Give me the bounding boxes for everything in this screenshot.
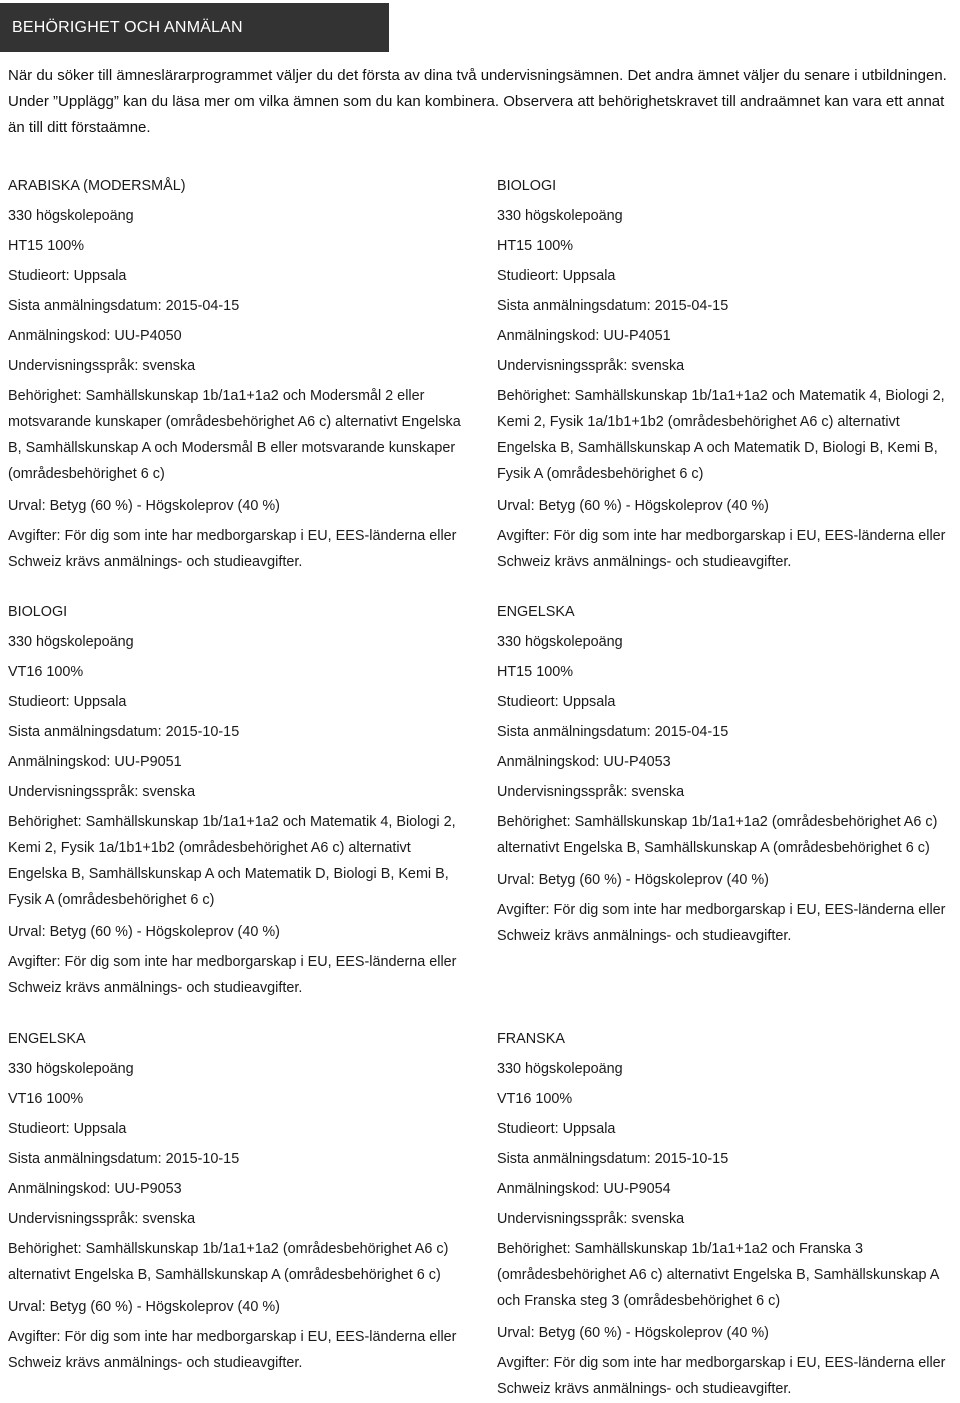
program-subject: ARABISKA (MODERSMÅL) [8,178,186,194]
program-term: HT15 100% [8,238,84,254]
program-language: Undervisningsspråk: svenska [497,784,685,800]
program-language: Undervisningsspråk: svenska [8,1211,196,1227]
program-eligibility: Behörighet: Samhällskunskap 1b/1a1+1a2 och Franska 3 (områdesbehörighet A6 c) alternativt Engelska B, Samhällskunskap A och Franska steg 3 (områdesbehörighet 6 c) [497,1241,939,1309]
program-credits: 330 högskolepoäng [497,1061,623,1077]
program-code: Anmälningskod: UU-P4051 [497,328,671,344]
program-card-biologi-vt16 [8,597,468,1001]
program-card-arabiska-ht15 [8,171,468,575]
program-fees: Avgifter: För dig som inte har medborgarskap i EU, EES-länderna eller Schweiz krävs anmälnings- och studieavgifter. [8,528,457,570]
program-selection: Urval: Betyg (60 %) - Högskoleprov (40 %) [497,872,769,888]
section-header [0,3,389,52]
program-deadline: Sista anmälningsdatum: 2015-04-15 [8,298,240,314]
program-fees: Avgifter: För dig som inte har medborgarskap i EU, EES-länderna eller Schweiz krävs anmälnings- och studieavgifter. [8,954,457,996]
program-term: HT15 100% [497,664,573,680]
program-deadline: Sista anmälningsdatum: 2015-04-15 [497,724,729,740]
program-language: Undervisningsspråk: svenska [497,1211,685,1227]
program-term: VT16 100% [8,1091,84,1107]
program-language: Undervisningsspråk: svenska [497,358,685,374]
program-location: Studieort: Uppsala [497,268,616,284]
program-credits: 330 högskolepoäng [8,634,134,650]
intro-paragraph: När du söker till ämneslärarprogrammet väljer du det första av dina två undervisningsämnen. Det andra ämnet väljer du senare i utbildningen. Under ”Upplägg” kan du läsa mer om vilka ämnen som du kan kombinera. Observera att behörighetskravet till andraämnet kan vara ett annat än till ditt förstaämne. [8,67,947,136]
program-credits: 330 högskolepoäng [8,208,134,224]
program-code: Anmälningskod: UU-P4050 [8,328,182,344]
program-location: Studieort: Uppsala [497,694,616,710]
program-selection: Urval: Betyg (60 %) - Högskoleprov (40 %) [8,498,280,514]
program-fees: Avgifter: För dig som inte har medborgarskap i EU, EES-länderna eller Schweiz krävs anmälnings- och studieavgifter. [497,902,946,944]
program-language: Undervisningsspråk: svenska [8,784,196,800]
program-deadline: Sista anmälningsdatum: 2015-10-15 [8,1151,240,1167]
program-card-biologi-ht15 [497,171,957,575]
program-code: Anmälningskod: UU-P9051 [8,754,182,770]
program-deadline: Sista anmälningsdatum: 2015-10-15 [497,1151,729,1167]
program-card-engelska-ht15 [497,597,957,949]
program-selection: Urval: Betyg (60 %) - Högskoleprov (40 %) [8,924,280,940]
program-eligibility: Behörighet: Samhällskunskap 1b/1a1+1a2 och Matematik 4, Biologi 2, Kemi 2, Fysik 1a/1b1+1b2 (områdesbehörighet A6 c) alternativt Engelska B, Samhällskunskap A och Matematik D, Biologi B, Kemi B, Fysik A (områdesbehörighet 6 c) [497,388,945,482]
program-term: VT16 100% [8,664,84,680]
program-deadline: Sista anmälningsdatum: 2015-10-15 [8,724,240,740]
program-card-franska-vt16 [497,1024,957,1402]
program-code: Anmälningskod: UU-P9053 [8,1181,182,1197]
program-eligibility: Behörighet: Samhällskunskap 1b/1a1+1a2 och Matematik 4, Biologi 2, Kemi 2, Fysik 1a/1b1+1b2 (områdesbehörighet A6 c) alternativt Engelska B, Samhällskunskap A och Matematik D, Biologi B, Kemi B, Fysik A (områdesbehörighet 6 c) [8,814,456,908]
section-title: BEHÖRIGHET OCH ANMÄLAN [12,19,243,36]
program-location: Studieort: Uppsala [8,268,127,284]
program-fees: Avgifter: För dig som inte har medborgarskap i EU, EES-länderna eller Schweiz krävs anmälnings- och studieavgifter. [8,1329,457,1371]
program-location: Studieort: Uppsala [497,1121,616,1137]
program-selection: Urval: Betyg (60 %) - Högskoleprov (40 %) [8,1299,280,1315]
program-location: Studieort: Uppsala [8,694,127,710]
program-term: VT16 100% [497,1091,573,1107]
program-location: Studieort: Uppsala [8,1121,127,1137]
program-selection: Urval: Betyg (60 %) - Högskoleprov (40 %) [497,498,769,514]
program-eligibility: Behörighet: Samhällskunskap 1b/1a1+1a2 (områdesbehörighet A6 c) alternativt Engelska B, Samhällskunskap A (områdesbehörighet 6 c) [497,814,938,856]
program-code: Anmälningskod: UU-P9054 [497,1181,671,1197]
program-subject: FRANSKA [497,1031,565,1047]
program-eligibility: Behörighet: Samhällskunskap 1b/1a1+1a2 och Modersmål 2 eller motsvarande kunskaper (områdesbehörighet A6 c) alternativt Engelska B, Samhällskunskap A och Modersmål B eller motsvarande kunskaper (områdesbehörighet 6 c) [8,388,461,482]
program-subject: ENGELSKA [497,604,575,620]
program-fees: Avgifter: För dig som inte har medborgarskap i EU, EES-länderna eller Schweiz krävs anmälnings- och studieavgifter. [497,528,946,570]
program-term: HT15 100% [497,238,573,254]
program-credits: 330 högskolepoäng [497,208,623,224]
program-subject: ENGELSKA [8,1031,86,1047]
program-subject: BIOLOGI [8,604,68,620]
program-language: Undervisningsspråk: svenska [8,358,196,374]
program-credits: 330 högskolepoäng [8,1061,134,1077]
program-selection: Urval: Betyg (60 %) - Högskoleprov (40 %) [497,1325,769,1341]
program-deadline: Sista anmälningsdatum: 2015-04-15 [497,298,729,314]
program-subject: BIOLOGI [497,178,557,194]
program-fees: Avgifter: För dig som inte har medborgarskap i EU, EES-länderna eller Schweiz krävs anmälnings- och studieavgifter. [497,1355,946,1397]
program-credits: 330 högskolepoäng [497,634,623,650]
program-code: Anmälningskod: UU-P4053 [497,754,671,770]
program-eligibility: Behörighet: Samhällskunskap 1b/1a1+1a2 (områdesbehörighet A6 c) alternativt Engelska B, Samhällskunskap A (områdesbehörighet 6 c) [8,1241,449,1283]
program-card-engelska-vt16 [8,1024,468,1376]
